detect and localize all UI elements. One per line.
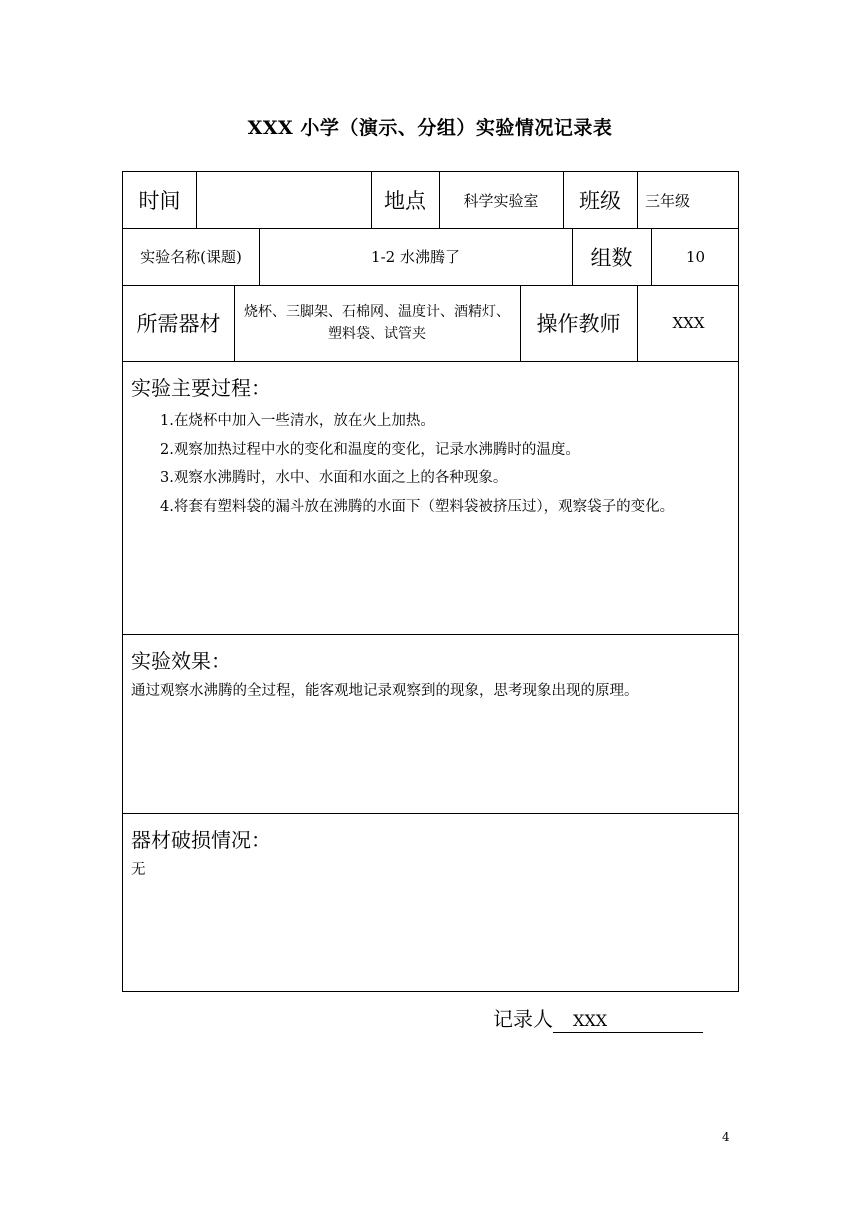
- recorder-label: 记录人: [493, 1007, 553, 1031]
- class-label: 班级: [579, 189, 621, 213]
- process-step: 1.在烧杯中加入一些清水，放在火上加热。: [160, 413, 435, 429]
- record-table: [122, 171, 739, 992]
- table-rule: [123, 813, 738, 814]
- recorder-signature: [493, 1003, 703, 1033]
- table-rule: [123, 634, 738, 635]
- process-step: 4.将套有塑料袋的漏斗放在沸腾的水面下（塑料袋被挤压过），观察袋子的变化。: [160, 498, 675, 515]
- table-rule: [123, 361, 738, 362]
- page-number: 4: [722, 1130, 730, 1144]
- experiment-name-label: 实验名称(课题): [140, 248, 242, 266]
- recorder-value: XXX: [553, 1010, 703, 1033]
- process-step: 2.观察加热过程中水的变化和温度的变化，记录水沸腾时的温度。: [160, 441, 580, 458]
- groups-label: 组数: [590, 245, 633, 270]
- equipment-label: 所需器材: [136, 312, 221, 336]
- teacher-value: XXX: [672, 314, 705, 332]
- experiment-name-value: 1-2 水沸腾了: [371, 248, 460, 266]
- effect-section-title: 实验效果：: [131, 649, 231, 673]
- effect-text: 通过观察水沸腾的全过程，能客观地记录观察到的现象，思考现象出现的原理。: [131, 683, 639, 699]
- damage-text: 无: [131, 862, 146, 878]
- time-value: [196, 172, 371, 228]
- place-value: 科学实验室: [463, 191, 539, 210]
- time-label: 时间: [138, 189, 181, 213]
- document-title: XXX 小学（演示、分组）实验情况记录表: [247, 117, 613, 139]
- place-label: 地点: [384, 189, 426, 213]
- class-value: 三年级: [645, 191, 691, 210]
- process-step: 3.观察水沸腾时，水中、水面和水面之上的各种现象。: [160, 470, 508, 486]
- groups-value: 10: [685, 247, 706, 266]
- equipment-value: 烧杯、三脚架、石棉网、温度计、酒精灯、塑料袋、试管夹: [244, 304, 510, 342]
- damage-section-title: 器材破损情况：: [131, 828, 271, 852]
- process-steps: [131, 407, 730, 521]
- process-section-title: 实验主要过程：: [131, 376, 271, 400]
- teacher-label: 操作教师: [536, 312, 621, 336]
